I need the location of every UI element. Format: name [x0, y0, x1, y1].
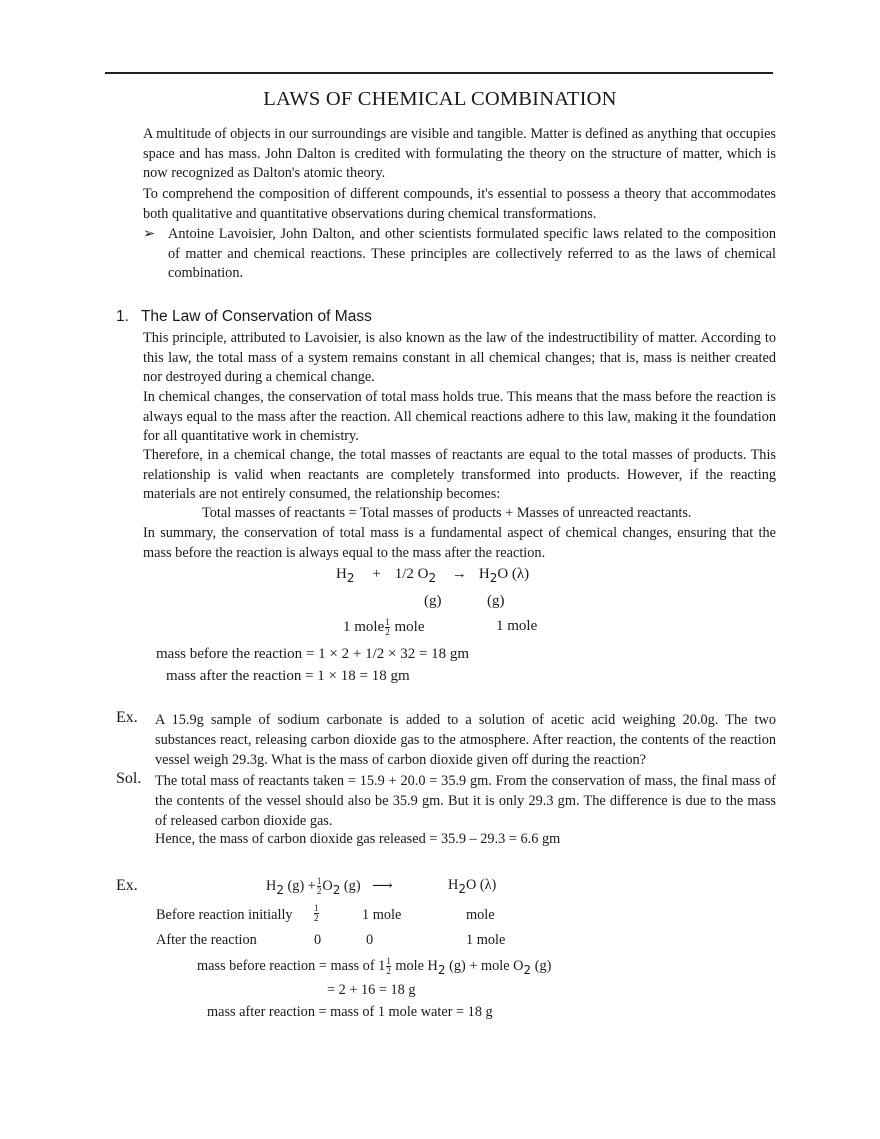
- example2-product: [448, 877, 496, 894]
- arrow-icon: →: [451, 566, 467, 582]
- long-arrow-icon: ⟶: [372, 877, 393, 894]
- mole-2: mole: [394, 618, 425, 635]
- eq-water-o: O (λ): [497, 566, 530, 582]
- example2-label: Ex.: [116, 877, 138, 894]
- eq-g2: (g): [343, 877, 361, 894]
- solution-text: The total mass of reactants taken = 15.9 + 20.0 = 35.9 gm. From the conservation of mass, the final mass of the contents of the vessel should also be 35.9 gm. But it is only 29.3 gm. The difference is due to the mass of released carbon dioxide gas.: [155, 773, 776, 829]
- fraction: [385, 618, 390, 637]
- example2-mass-before: [197, 957, 551, 976]
- frac-num: 1: [385, 617, 390, 627]
- eq-h: H: [266, 877, 277, 894]
- row1-c2: 1 mole: [362, 907, 402, 923]
- eq-plus: +: [372, 566, 381, 582]
- state-g1: (g): [424, 593, 442, 609]
- eq-o: O: [322, 877, 333, 894]
- mass-after: mass after the reaction = 1 × 18 = 18 gm: [166, 668, 410, 684]
- example-label: Ex.: [116, 709, 138, 726]
- example2-sum: = 2 + 16 = 18 g: [327, 982, 416, 998]
- row1-fraction: [313, 904, 320, 923]
- mass-before: mass before the reaction = 1 × 2 + 1/2 × 32 = 18 gm: [156, 646, 470, 662]
- frac-den: 2: [386, 966, 391, 976]
- mole-3: 1 mole: [496, 618, 538, 634]
- eq-sub: 2: [523, 962, 532, 977]
- mole-1: 1 mole: [343, 618, 385, 635]
- intro-paragraph-1: A multitude of objects in our surroundings are visible and tangible. Matter is defined as anything that occupies space and has mass. John Dalton is credited with formulating the theory on the structure of matter, which is now recognized as Dalton's atomic theory.: [143, 126, 776, 182]
- frac-den: 2: [385, 627, 390, 637]
- eq-sub: 2: [332, 882, 341, 897]
- eq-o2: 1/2 O: [394, 566, 429, 582]
- mole-row: [343, 618, 425, 637]
- eq-sub: 2: [428, 571, 437, 585]
- state-g2: (g): [487, 593, 505, 609]
- fraction: [317, 877, 322, 896]
- row2-c3: 1 mole: [466, 932, 506, 948]
- before-b: mole H: [395, 957, 438, 974]
- equation-line: [336, 566, 529, 583]
- frac-num: 1: [316, 876, 322, 886]
- section-title: The Law of Conservation of Mass: [140, 308, 372, 325]
- eq-sub: 2: [276, 882, 284, 897]
- eq-water: H: [478, 566, 490, 582]
- frac-num: 1: [386, 956, 391, 966]
- section-paragraph-4: In summary, the conservation of total mass is a fundamental aspect of chemical changes, ensuring that the mass before the reaction is always equal to the mass after the reaction.: [143, 525, 776, 561]
- eq-water: H: [448, 877, 459, 893]
- eq-sub: 2: [346, 571, 355, 585]
- row1-c3: mole: [466, 907, 495, 923]
- section-heading: [116, 308, 384, 326]
- frac-den: 2: [314, 913, 319, 923]
- section-paragraph-3: Therefore, in a chemical change, the total masses of reactants are equal to the total masses of products. This relationship is valid when reactants are completely transformed into products. However, if the reacting materials are not entirely consumed, the relationship becomes:: [143, 447, 776, 503]
- fraction: [314, 904, 319, 923]
- example-text: A 15.9g sample of sodium carbonate is added to a solution of acetic acid weighing 20.0g. The two substances react, releasing carbon dioxide gas to the atmosphere. After reaction, the contents of the reaction vessel weigh 29.3g. What is the mass of carbon dioxide given off during the reaction?: [155, 712, 776, 768]
- row2-label: After the reaction: [156, 932, 257, 948]
- frac-num: 1: [314, 903, 319, 913]
- section-paragraph-1: This principle, attributed to Lavoisier, is also known as the law of the indestructibility of matter. According to this law, the total mass of a system remains constant in all chemical changes; that is, mass is neither created nor destroyed during a chemical change.: [143, 330, 776, 386]
- fraction: [386, 957, 391, 976]
- before-a: mass before reaction = mass of 1: [197, 957, 386, 974]
- eq-g: (g) +: [287, 877, 316, 894]
- row1-label: Before reaction initially: [156, 907, 293, 923]
- page-title: LAWS OF CHEMICAL COMBINATION: [263, 88, 617, 110]
- row2-c1: 0: [314, 932, 322, 948]
- top-rule: [105, 72, 773, 74]
- row2-c2: 0: [366, 932, 374, 948]
- section-number: 1.: [116, 308, 129, 325]
- eq-h: H: [336, 566, 347, 582]
- solution-label: Sol.: [116, 770, 142, 787]
- frac-den: 2: [316, 886, 322, 896]
- eq-water-o: O (λ): [465, 877, 497, 893]
- before-c: (g) + mole O: [449, 957, 524, 974]
- arrowhead-bullet-icon: ➢: [143, 226, 155, 242]
- example2-mass-after: mass after reaction = mass of 1 mole water = 18 g: [207, 1004, 493, 1020]
- eq-sub: 2: [437, 962, 446, 977]
- solution-final: Hence, the mass of carbon dioxide gas released = 35.9 – 29.3 = 6.6 gm: [155, 831, 561, 847]
- mass-formula: Total masses of reactants = Total masses of products + Masses of unreacted reactants.: [202, 505, 692, 521]
- intro-bullet-text: Antoine Lavoisier, John Dalton, and other scientists formulated specific laws related to the composition of matter and chemical reactions. These principles are collectively referred to as the laws of chemical combination.: [168, 226, 776, 282]
- before-d: (g): [534, 957, 552, 974]
- eq-sub: 2: [458, 882, 466, 896]
- example2-equation: [266, 877, 399, 896]
- section-paragraph-2: In chemical changes, the conservation of total mass holds true. This means that the mass before the reaction is always equal to the mass after the reaction. All chemical reactions adhere to this law, making it the foundation for all quantitative work in chemistry.: [143, 389, 776, 445]
- eq-sub: 2: [489, 571, 498, 585]
- intro-paragraph-2: To comprehend the composition of different compounds, it's essential to possess a theory that accommodates both qualitative and quantitative observations during chemical transformations.: [143, 186, 776, 222]
